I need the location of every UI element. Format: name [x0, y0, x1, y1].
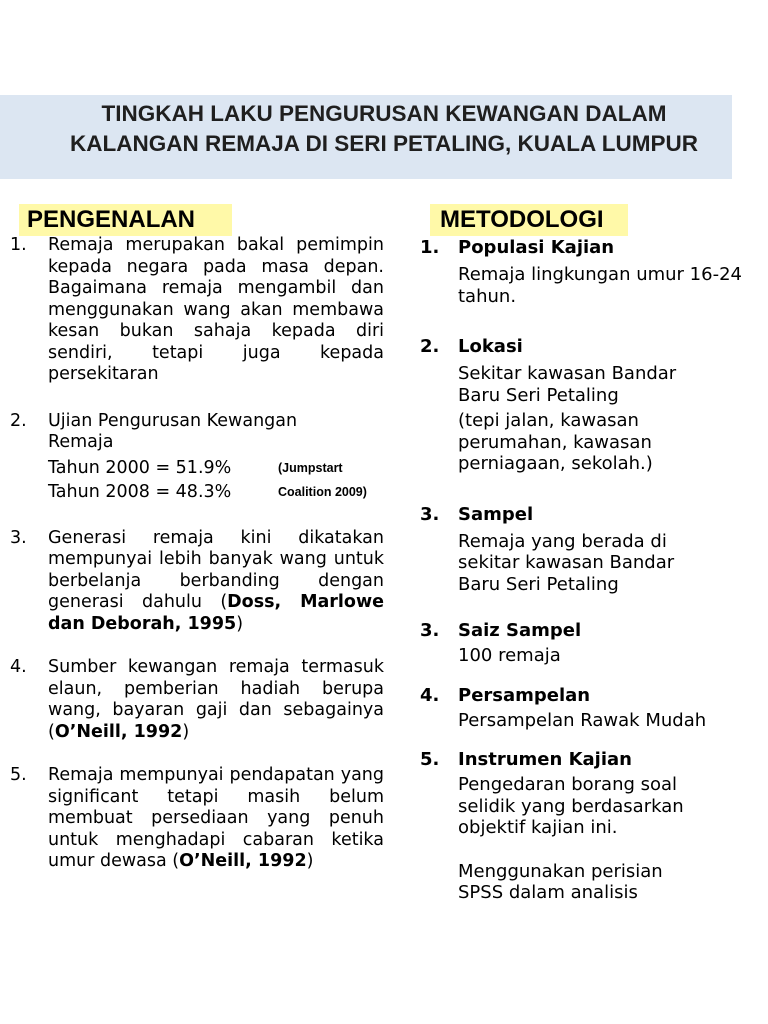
item-heading: Sampel — [458, 503, 534, 525]
citation: O’Neill, 1992 — [54, 721, 183, 742]
item-number: 4. — [420, 684, 440, 706]
metodologi-heading: METODOLOGI — [430, 204, 628, 236]
metodologi-list — [418, 236, 748, 904]
metodologi-item-lokasi — [418, 335, 748, 475]
item-heading: Persampelan — [458, 684, 591, 706]
item-text: Menggunakan perisian SPSS dalam analisis — [458, 860, 663, 903]
item-text: Generasi remaja kini dikatakan mempunyai lebih banyak wang untuk berbelanja berbanding dengan generasi dahulu (Doss, Marlowe dan Deborah, 1995) — [48, 527, 384, 634]
item-text: (tepi jalan, kawasan perumahan, kawasan perniagaan, sekolah.) — [458, 410, 653, 474]
item-number: 1. — [420, 237, 440, 258]
source-label-1: (Jumpstart — [278, 460, 343, 475]
item-text: Remaja yang berada di sekitar kawasan Bandar Baru Seri Petaling — [458, 530, 675, 595]
item-heading: Lokasi — [458, 336, 523, 357]
metodologi-item-sampel — [418, 503, 748, 596]
item-text: Pengedaran borang soal selidik yang berdasarkan objektif kajian ini. — [458, 774, 684, 838]
item-number: 1. — [10, 235, 27, 255]
item-text: Remaja mempunyai pendapatan yang significant tetapi masih belum membuat persediaan yang penuh untuk menghadapi cabaran ketika umur dewasa (O’Neill, 1992) — [48, 765, 384, 871]
pengenalan-list — [6, 235, 384, 873]
item-heading: Saiz Sampel — [458, 620, 582, 641]
item-text: Sumber kewangan remaja termasuk elaun, pemberian hadiah berupa wang, bayaran gaji dan sebagainya (O’Neill, 1992) — [48, 657, 384, 742]
data-value-2000: Tahun 2000 = 51.9% — [48, 457, 232, 478]
pengenalan-item-1 — [6, 235, 384, 386]
data-value-2008: Tahun 2008 = 48.3% — [48, 481, 232, 502]
page-title-line-2: KALANGAN REMAJA DI SERI PETALING, KUALA LUMPUR — [70, 131, 698, 156]
metodologi-item-persampelan — [418, 684, 748, 732]
item-number: 2. — [10, 410, 27, 431]
item-text: Persampelan Rawak Mudah — [458, 709, 707, 731]
item-number: 3. — [420, 503, 440, 525]
item-number: 5. — [10, 765, 27, 785]
citation: Doss, Marlowe dan Deborah, 1995 — [48, 592, 384, 634]
item-text: Remaja lingkungan umur 16-24 tahun. — [458, 264, 742, 307]
source-label-2: Coalition 2009) — [278, 484, 367, 499]
page-title-line-1: TINGKAH LAKU PENGURUSAN KEWANGAN DALAM — [101, 101, 667, 126]
data-row-2000 — [48, 456, 384, 480]
metodologi-item-instrumen — [418, 748, 748, 904]
item-number: 5. — [420, 749, 440, 770]
pengenalan-item-2 — [6, 411, 384, 504]
pengenalan-heading: PENGENALAN — [19, 204, 232, 236]
item-text: 100 remaja — [458, 645, 561, 666]
item-text: Sekitar kawasan Bandar Baru Seri Petaling — [458, 363, 677, 406]
item-number: 4. — [10, 657, 27, 677]
pengenalan-item-3 — [6, 528, 384, 636]
pengenalan-item-4 — [6, 657, 384, 743]
metodologi-item-populasi — [418, 236, 748, 307]
metodologi-item-saiz — [418, 619, 748, 667]
citation: O’Neill, 1992 — [179, 851, 307, 871]
item-number: 3. — [10, 527, 27, 548]
item-text: Ujian Pengurusan Kewangan Remaja — [48, 410, 298, 452]
data-row-2008 — [48, 480, 384, 504]
item-number: 3. — [420, 620, 440, 641]
pengenalan-item-5 — [6, 765, 384, 873]
item-number: 2. — [420, 336, 440, 357]
item-heading: Populasi Kajian — [458, 237, 615, 258]
item-heading: Instrumen Kajian — [458, 749, 632, 770]
item-text: Remaja merupakan bakal pemimpin kepada negara pada masa depan. Bagaimana remaja mengambil dan menggunakan wang akan membawa kesan bukan sahaja kepada diri sendiri, tetapi juga kepada persekitaran — [48, 235, 384, 384]
